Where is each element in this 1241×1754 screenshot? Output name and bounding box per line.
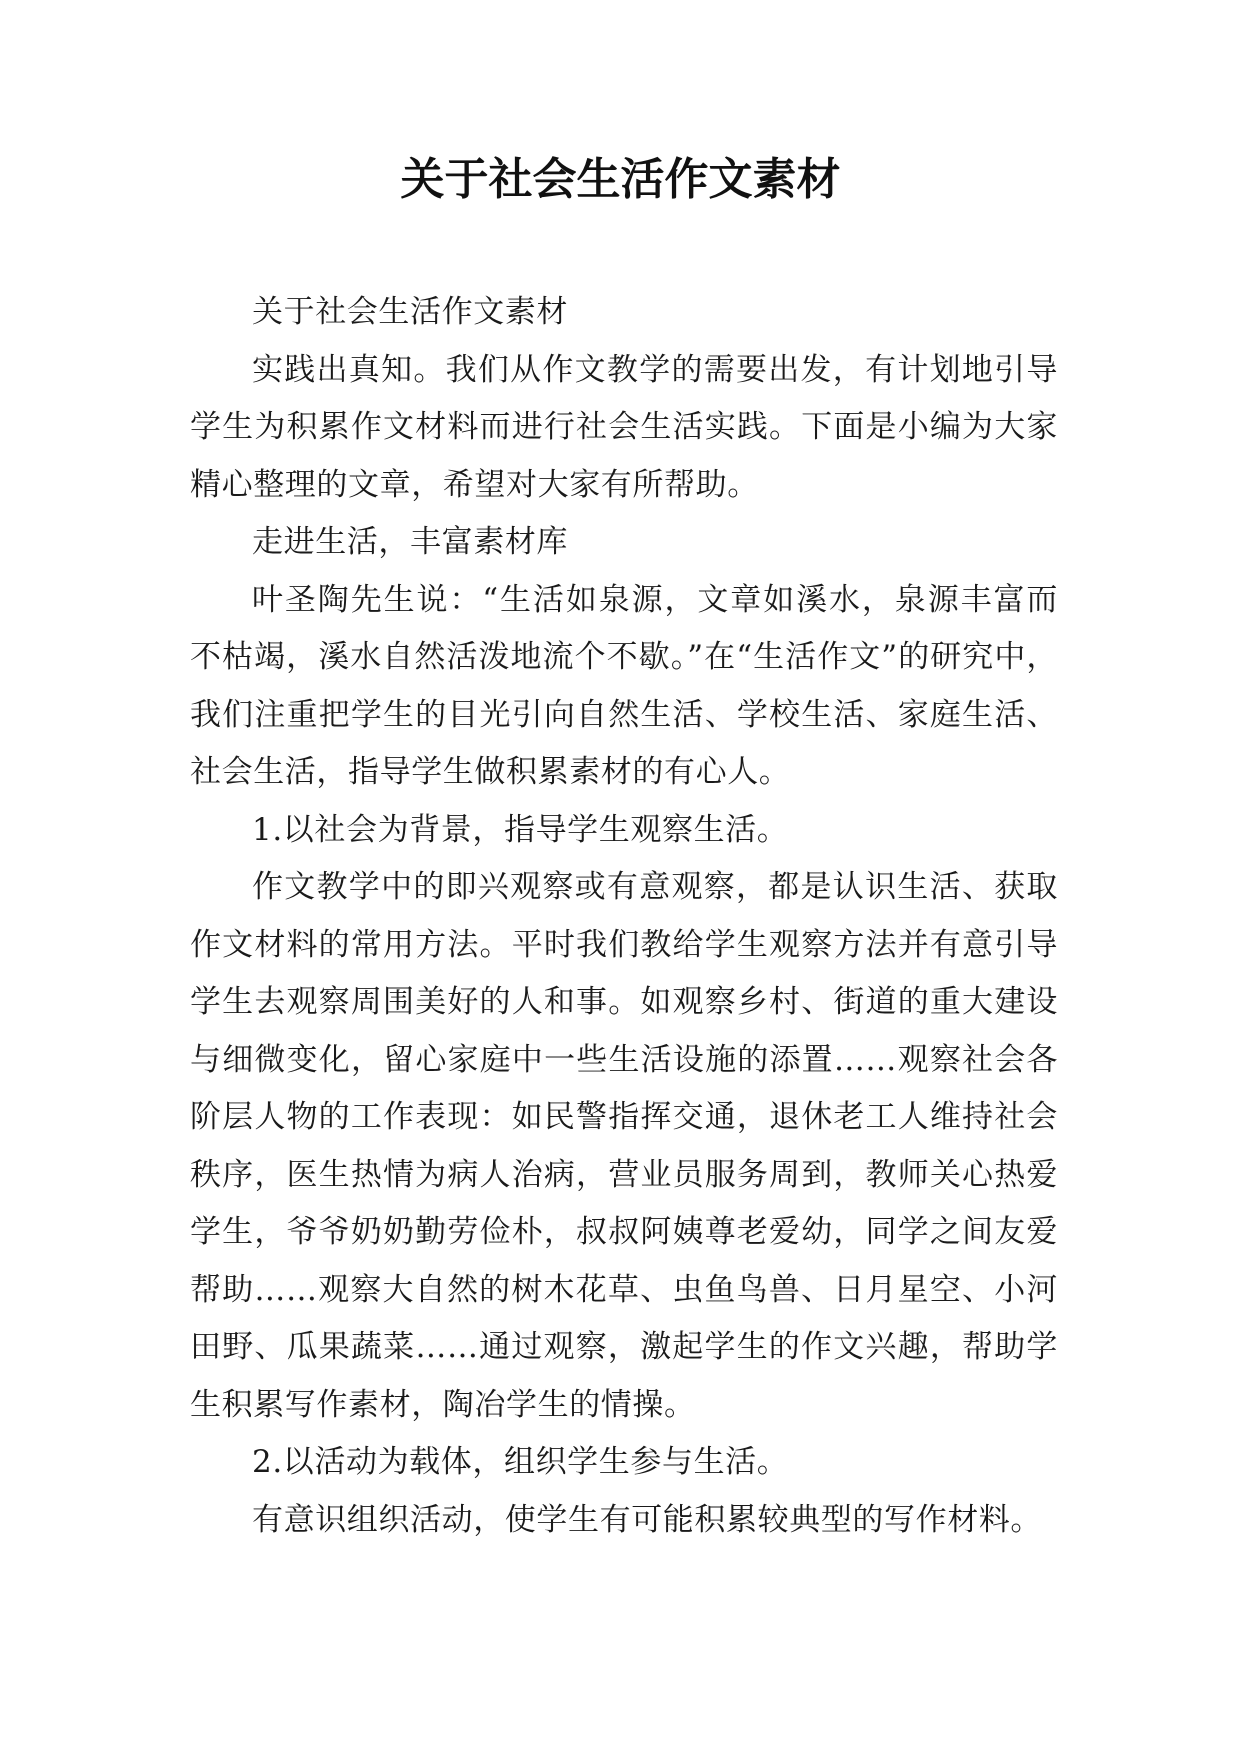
subsection-heading-1: 1.以社会为背景，指导学生观察生活。: [252, 811, 789, 848]
paragraph-heading: 关于社会生活作文素材: [252, 294, 568, 330]
paragraph-quote: 叶圣陶先生说：“生活如泉源，文章如溪水，泉源丰富而不枯竭，溪水自然活泼地流个不歇。”在“生活作文”的研究中，我们注重把学生的目光引向自然生活、学校生活、家庭生活、社会生活，指导学生做积累素材的有心人。: [190, 581, 1058, 790]
subsection-heading-2: 2.以活动为载体，组织学生参与生活。: [252, 1444, 789, 1480]
document-body: [190, 284, 1058, 1549]
paragraph-observation: 作文教学中的即兴观察或有意观察，都是认识生活、获取作文材料的常用方法。平时我们教给学生观察方法并有意引导学生去观察周围美好的人和事。如观察乡村、街道的重大建设与细微变化，留心家庭中一些生活设施的添置……观察社会各阶层人物的工作表现：如民警指挥交通，退休老工人维持社会秩序，医生热情为病人治病，营业员服务周到，教师关心热爱学生，爷爷奶奶勤劳俭朴，叔叔阿姨尊老爱幼，同学之间友爱帮助……观察大自然的树木花草、虫鱼鸟兽、日月星空、小河田野、瓜果蔬菜……通过观察，激起学生的作文兴趣，帮助学生积累写作素材，陶冶学生的情操。: [190, 869, 1058, 1423]
paragraph-intro: 实践出真知。我们从作文教学的需要出发，有计划地引导学生为积累作文材料而进行社会生活实践。下面是小编为大家精心整理的文章，希望对大家有所帮助。: [190, 351, 1058, 503]
document-title: 关于社会生活作文素材: [400, 154, 841, 205]
section-heading: 走进生活，丰富素材库: [252, 524, 568, 560]
paragraph-activity: 有意识组织活动，使学生有可能积累较典型的写作材料。: [252, 1501, 1042, 1538]
